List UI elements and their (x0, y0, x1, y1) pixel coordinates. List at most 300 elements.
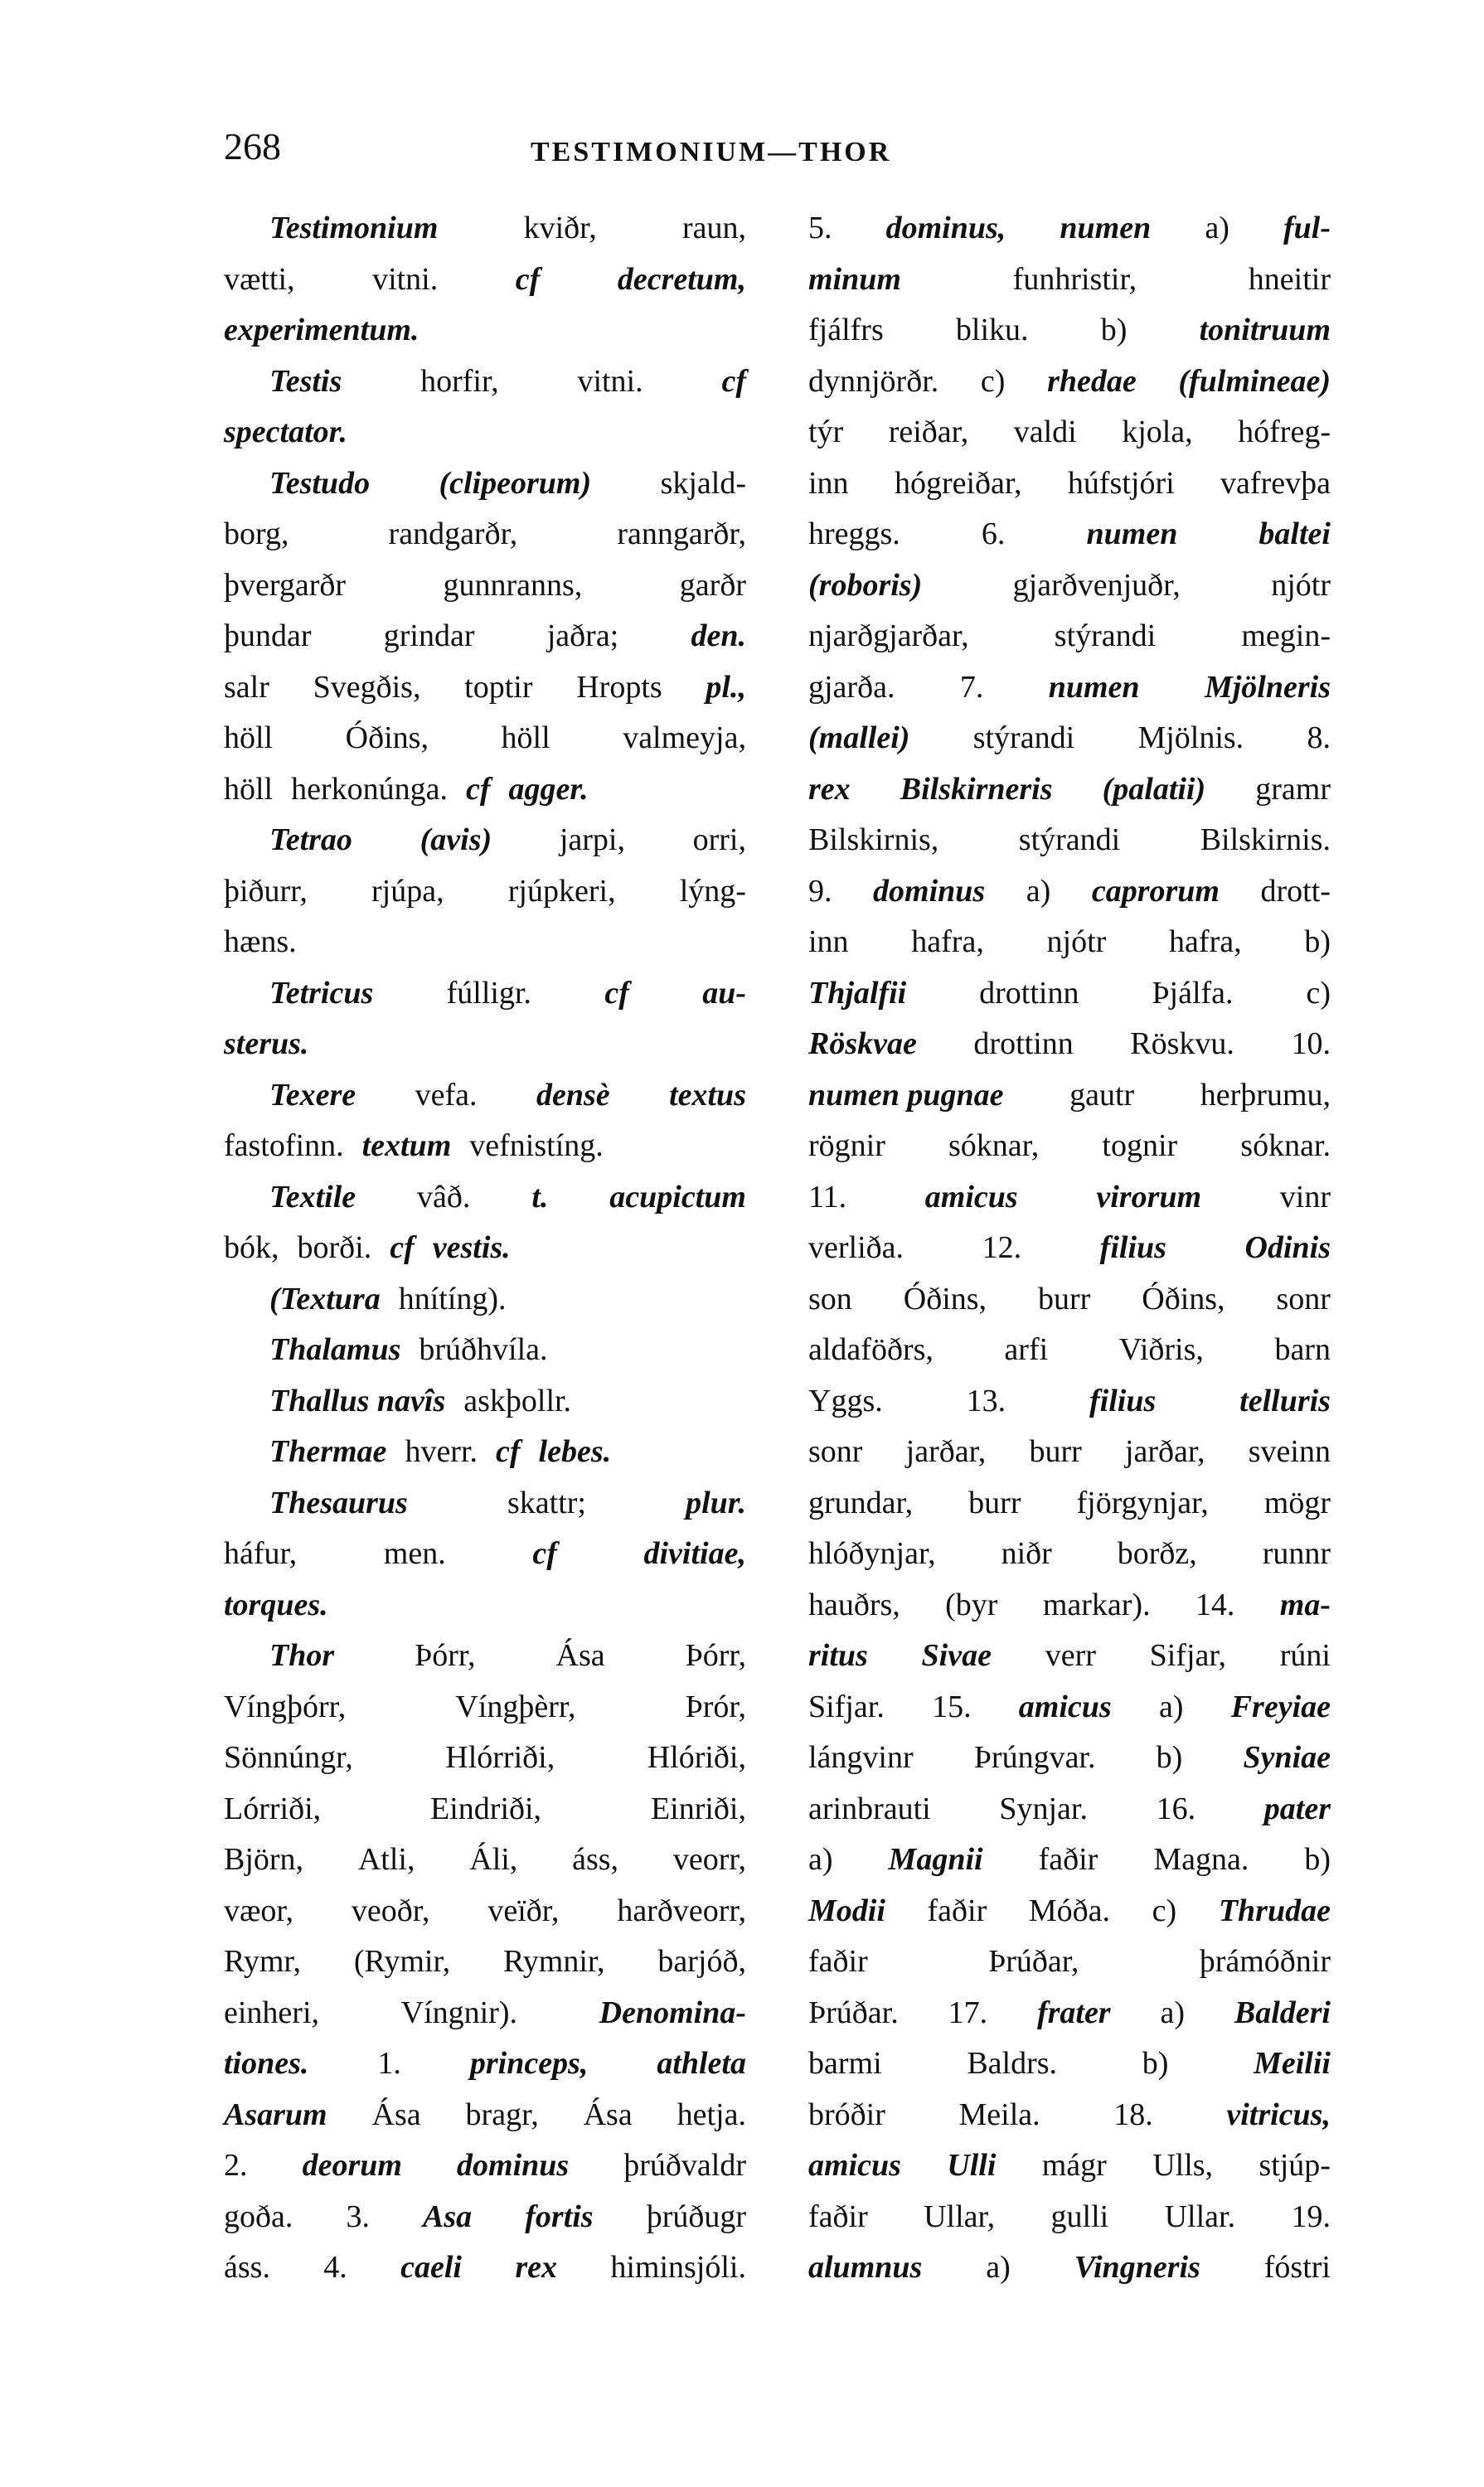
text-line (224, 1121, 746, 1172)
latin-term: divitiae, (643, 1536, 746, 1571)
text-line (808, 1580, 1331, 1631)
text-line (224, 305, 746, 356)
latin-term: agger. (508, 771, 589, 807)
word: veoðr, (351, 1893, 430, 1928)
word: goða. (224, 2199, 293, 2234)
latin-term: caeli (400, 2250, 462, 2285)
text-line (808, 662, 1331, 714)
text-line (808, 1223, 1331, 1274)
word: jarðar, (1124, 1434, 1205, 1469)
text-line (224, 2140, 746, 2192)
latin-term: Meilii (1254, 2046, 1331, 2081)
word: kjola, (1122, 414, 1193, 449)
latin-term: fortis (525, 2199, 594, 2234)
latin-term: Thermae (269, 1434, 387, 1469)
text-line (224, 1580, 746, 1631)
text-line (224, 255, 746, 306)
latin-term: Freyiae (1230, 1689, 1331, 1724)
word: höll (224, 720, 274, 755)
word: Víngþèrr, (455, 1689, 576, 1724)
word: sonr (1276, 1281, 1331, 1316)
word: Einriði, (650, 1791, 746, 1826)
word: aldaföðrs, (808, 1332, 934, 1367)
latin-term: Thallus navîs (269, 1383, 446, 1418)
word: Baldrs. (967, 2046, 1058, 2081)
text-line (224, 1427, 746, 1478)
text-line (224, 1631, 746, 1682)
latin-term: tiones. (224, 2046, 309, 2081)
text-line (808, 203, 1331, 255)
word: bliku. (955, 313, 1029, 347)
latin-term: (Textura (269, 1281, 381, 1316)
text-line (808, 1274, 1331, 1326)
text-line (808, 2140, 1331, 2192)
word: hverr. (405, 1434, 478, 1469)
latin-term: tonitruum (1199, 313, 1331, 347)
word: bók, (224, 1230, 279, 1265)
text-line (808, 255, 1331, 306)
latin-term: amicus (1018, 1689, 1112, 1724)
latin-term: numen (1060, 211, 1152, 245)
text-line (808, 866, 1331, 918)
word: fúlligr. (446, 975, 531, 1011)
text-line (224, 1376, 746, 1428)
word: c) (1152, 1893, 1177, 1928)
word: herkonúnga. (291, 771, 449, 807)
word: þundar (224, 618, 312, 653)
text-line (224, 815, 746, 866)
text-line (808, 764, 1331, 816)
text-line (224, 1019, 746, 1070)
word: háfur, (224, 1536, 298, 1571)
word: sóknar, (948, 1128, 1040, 1163)
latin-term: plur. (686, 1485, 746, 1520)
word: hetja. (677, 2097, 746, 2132)
latin-term: Texere (269, 1077, 356, 1113)
word: orri, (692, 822, 746, 857)
latin-term: amicus (924, 1179, 1018, 1214)
word: bróðir (808, 2097, 885, 2132)
latin-term: ritus (808, 1638, 868, 1673)
word: Mjölnis. (1137, 720, 1244, 755)
latin-term: cf (496, 1434, 521, 1469)
word: vâð. (417, 1179, 471, 1214)
word: herþrumu, (1200, 1077, 1331, 1113)
text-line (808, 560, 1331, 612)
latin-term: virorum (1096, 1179, 1202, 1214)
word: faðir (927, 1893, 987, 1928)
text-line (808, 2090, 1331, 2141)
word: Móða. (1028, 1893, 1111, 1928)
text-line (808, 1733, 1331, 1784)
text-line (224, 1274, 746, 1326)
latin-term: athleta (657, 2046, 746, 2081)
word: hófreg- (1238, 414, 1331, 449)
word: niðr (1001, 1536, 1052, 1571)
word: mágr (1041, 2148, 1107, 2183)
word: 5. (808, 211, 832, 245)
text-line (808, 1121, 1331, 1172)
text-line (224, 764, 746, 816)
word: fóstri (1263, 2250, 1331, 2285)
word: salr (224, 669, 269, 705)
word: hógreiðar, (894, 465, 1022, 501)
text-line (224, 407, 746, 458)
word: a) (1205, 211, 1229, 245)
word: stýrandi (972, 720, 1075, 755)
text-line (224, 968, 746, 1020)
word: jarpi, (559, 822, 625, 857)
word: barjóð, (657, 1944, 746, 1979)
word: 4. (323, 2250, 347, 2285)
latin-term: alumnus (808, 2250, 923, 2285)
word: þrámóðnir (1199, 1944, 1331, 1979)
word: Þórr, (685, 1638, 746, 1673)
text-line (808, 2192, 1331, 2243)
word: vitni. (577, 363, 643, 399)
word: grindar (383, 618, 475, 653)
word: Víngnir). (400, 1995, 518, 2030)
word: 18. (1113, 2097, 1153, 2132)
word: veïðr, (487, 1893, 560, 1928)
latin-term: cf (515, 261, 541, 297)
text-line (808, 1988, 1331, 2039)
word: vefnistíng. (469, 1128, 604, 1163)
word: 9. (808, 873, 832, 909)
word: drottinn (973, 1026, 1074, 1061)
word: horfir, (420, 363, 499, 399)
latin-term: Thor (269, 1638, 335, 1673)
word: hæns. (224, 924, 297, 959)
word: þiðurr, (224, 873, 308, 909)
word: Bilskirnis. (1200, 822, 1331, 857)
word: b) (1142, 2046, 1169, 2081)
word: þrúðvaldr (623, 2148, 746, 2183)
word: fjörgynjar, (1076, 1485, 1209, 1520)
text-line (808, 1427, 1331, 1478)
text-line (808, 1172, 1331, 1224)
word: borg, (224, 516, 289, 551)
word: hafra, (911, 924, 984, 959)
text-line (808, 1325, 1331, 1376)
latin-term: au- (702, 975, 746, 1011)
word: himinsjóli. (610, 2250, 746, 2285)
text-line (224, 866, 746, 918)
word: Hlóriði, (647, 1740, 746, 1775)
latin-term: acupictum (609, 1179, 746, 1214)
word: a) (1158, 1689, 1184, 1724)
latin-term: textum (361, 1128, 452, 1163)
word: valmeyja, (623, 720, 746, 755)
latin-term: Testis (269, 363, 342, 399)
latin-term: deorum (302, 2148, 402, 2183)
latin-term: Bilskirneris (900, 771, 1053, 807)
latin-term: Asa (423, 2199, 473, 2234)
latin-term: Sivae (921, 1638, 992, 1673)
word: valdi (1013, 414, 1077, 449)
text-line (808, 917, 1331, 968)
text-line (808, 1682, 1331, 1733)
latin-term: densè (536, 1077, 610, 1113)
word: markar). (1042, 1587, 1151, 1622)
latin-term: Tetrao (269, 822, 352, 857)
page-number: 268 (224, 125, 281, 167)
text-line (224, 2039, 746, 2090)
word: kviðr, (523, 211, 597, 245)
text-line (808, 305, 1331, 356)
latin-term: rhedae (1047, 363, 1137, 399)
word: Óðins, (345, 720, 429, 755)
word: gramr (1255, 771, 1331, 807)
word: Lórriði, (224, 1791, 322, 1826)
word: Þrúðar, (988, 1944, 1079, 1979)
word: 2. (224, 2148, 248, 2183)
word: Rymnir, (502, 1944, 605, 1979)
latin-term: Modii (808, 1893, 885, 1928)
latin-term: decretum, (617, 261, 746, 297)
text-line (224, 1733, 746, 1784)
text-line (808, 815, 1331, 866)
word: þvergarðr (224, 567, 347, 603)
word: Hropts (576, 669, 662, 705)
word: 6. (981, 516, 1006, 551)
word: 7. (959, 669, 984, 705)
latin-term: telluris (1239, 1383, 1331, 1418)
word: vafrevþa (1220, 465, 1331, 501)
word: verliða. (808, 1230, 904, 1265)
word: Þjálfa. (1152, 975, 1234, 1011)
word: faðir (808, 2199, 868, 2234)
word: fjálfrs (808, 313, 884, 347)
latin-term: cf (721, 363, 746, 399)
text-line (808, 2039, 1331, 2090)
word: Þrór, (685, 1689, 746, 1724)
text-line (224, 1835, 746, 1886)
word: Hlórriði, (445, 1740, 555, 1775)
word: (byr (945, 1587, 998, 1622)
latin-term: Thjalfii (808, 975, 907, 1011)
latin-term: Magnii (888, 1842, 983, 1877)
text-line (224, 1988, 746, 2039)
word: jaðra; (546, 618, 619, 653)
latin-term: caprorum (1091, 873, 1220, 909)
word: inn (808, 924, 849, 959)
text-line (808, 1019, 1331, 1070)
text-line (224, 1223, 746, 1274)
word: raun, (681, 211, 746, 245)
word: Ása (555, 1638, 605, 1673)
latin-term: rex (515, 2250, 557, 2285)
word: garðr (679, 567, 746, 603)
word: húfstjóri (1067, 465, 1175, 501)
word: megin- (1241, 618, 1331, 653)
latin-term: (mallei) (808, 720, 910, 755)
word: b) (1100, 313, 1128, 347)
latin-term: dominus (457, 2148, 570, 2183)
word: Ása (371, 2097, 421, 2132)
word: væor, (224, 1893, 293, 1928)
latin-term: Textile (269, 1179, 356, 1214)
word: barmi (808, 2046, 882, 2081)
word: 8. (1307, 720, 1331, 755)
latin-term: numen pugnae (808, 1077, 1004, 1113)
word: Röskvu. (1130, 1026, 1234, 1061)
word: 15. (932, 1689, 972, 1724)
word: Þrúðar. (808, 1995, 899, 2030)
word: Magna. (1153, 1842, 1249, 1877)
latin-term: Ulli (947, 2148, 997, 2183)
text-line (224, 662, 746, 714)
latin-term: Thesaurus (269, 1485, 408, 1520)
word: Svegðis, (313, 669, 421, 705)
word: rögnir (808, 1128, 885, 1163)
latin-term: princeps, (469, 2046, 589, 2081)
latin-term: cf (604, 975, 629, 1011)
word: drott- (1260, 873, 1331, 909)
word: njótr (1046, 924, 1107, 959)
word: skattr; (507, 1485, 586, 1520)
latin-term: Asarum (224, 2097, 327, 2132)
word: fastofinn. (224, 1128, 344, 1163)
word: þrúðugr (646, 2199, 746, 2234)
word: a) (1160, 1995, 1185, 2030)
word: skjald- (660, 465, 746, 501)
word: burr (1038, 1281, 1091, 1316)
word: hauðrs, (808, 1587, 900, 1622)
word: b) (1304, 924, 1331, 959)
word: stýrandi (1018, 822, 1121, 857)
text-line (808, 968, 1331, 1020)
text-line (224, 203, 746, 255)
latin-term: Tetricus (269, 975, 374, 1011)
latin-term: Vingneris (1074, 2250, 1200, 2285)
word: Áli, (469, 1842, 518, 1877)
word: harðveorr, (617, 1893, 746, 1928)
word: brúðhvíla. (419, 1332, 548, 1367)
word: Víngþórr, (224, 1689, 347, 1724)
word: 14. (1195, 1587, 1235, 1622)
latin-term: experimentum. (224, 313, 419, 347)
word: 13. (966, 1383, 1006, 1418)
text-line (808, 356, 1331, 408)
word: arfi (1004, 1332, 1049, 1367)
latin-term: dominus (873, 873, 986, 909)
word: lángvinr (808, 1740, 914, 1775)
latin-term: Thalamus (269, 1332, 401, 1367)
text-line (224, 1529, 746, 1580)
latin-term: Mjölneris (1204, 669, 1331, 705)
latin-term: spectator. (224, 414, 347, 449)
word: gulli (1050, 2199, 1109, 2234)
text-line (224, 1937, 746, 1988)
word: hlóðynjar, (808, 1536, 936, 1571)
word: (Rymir, (353, 1944, 451, 1979)
word: stýrandi (1054, 618, 1157, 653)
word: áss, (572, 1842, 619, 1877)
latin-term: cf (532, 1536, 557, 1571)
word: c) (1306, 975, 1331, 1011)
latin-term: Balderi (1234, 1995, 1331, 2030)
word: toptir (464, 669, 533, 705)
text-line (808, 713, 1331, 764)
word: gautr (1069, 1077, 1135, 1113)
latin-term: vitricus, (1226, 2097, 1331, 2132)
latin-term: numen (1086, 516, 1178, 551)
word: höll (224, 771, 274, 807)
word: verr (1045, 1638, 1096, 1673)
word: a) (1026, 873, 1051, 909)
text-line (224, 1478, 746, 1530)
text-line (808, 1631, 1331, 1682)
word: rjúpa, (371, 873, 444, 909)
word: mögr (1263, 1485, 1331, 1520)
latin-term: frater (1036, 1995, 1111, 2030)
word: 1. (377, 2046, 401, 2081)
word: son (808, 1281, 852, 1316)
word: faðir (808, 1944, 868, 1979)
word: Sifjar, (1149, 1638, 1227, 1673)
word: Yggs. (808, 1383, 883, 1418)
running-title: TESTIMONIUM—THOR (531, 137, 892, 167)
latin-term: filius (1089, 1383, 1157, 1418)
word: rjúpkeri, (507, 873, 616, 909)
word: vætti, (224, 261, 295, 297)
text-line (808, 509, 1331, 560)
word: sveinn (1248, 1434, 1331, 1469)
latin-term: filius (1099, 1230, 1166, 1265)
word: burr (1029, 1434, 1082, 1469)
latin-term: ma- (1279, 1587, 1331, 1622)
word: Ullar, (924, 2199, 996, 2234)
word: 17. (948, 1995, 988, 2030)
word: barn (1274, 1332, 1331, 1367)
text-line (808, 407, 1331, 458)
text-line (808, 1478, 1331, 1530)
word: lýng- (679, 873, 746, 909)
word: Þrúngvar. (973, 1740, 1096, 1775)
text-line (224, 2242, 746, 2294)
word: rúni (1279, 1638, 1331, 1673)
text-line (808, 611, 1331, 662)
word: bragr, (465, 2097, 539, 2132)
word: höll (501, 720, 550, 755)
word: sóknar. (1240, 1128, 1331, 1163)
word: njarðgjarðar, (808, 618, 969, 653)
word: vitni. (372, 261, 439, 297)
word: c) (980, 363, 1006, 399)
word: 10. (1291, 1026, 1331, 1061)
word: áss. (224, 2250, 270, 2285)
word: dynnjörðr. (808, 363, 939, 399)
latin-term: ful- (1283, 211, 1331, 245)
text-line (224, 611, 746, 662)
text-line (224, 560, 746, 612)
latin-term: pl., (706, 669, 746, 705)
word: men. (383, 1536, 446, 1571)
word: hnítíng). (398, 1281, 507, 1316)
word: Meila. (958, 2097, 1040, 2132)
word: Bilskirnis, (808, 822, 939, 857)
text-line (808, 1070, 1331, 1122)
latin-term: minum (808, 261, 901, 297)
word: Ullar. (1164, 2199, 1236, 2234)
word: njótr (1271, 567, 1331, 603)
text-line (224, 1070, 746, 1122)
text-line (808, 1937, 1331, 1988)
left-column (224, 203, 746, 2294)
word: faðir (1038, 1842, 1098, 1877)
latin-term: cf (390, 1230, 415, 1265)
